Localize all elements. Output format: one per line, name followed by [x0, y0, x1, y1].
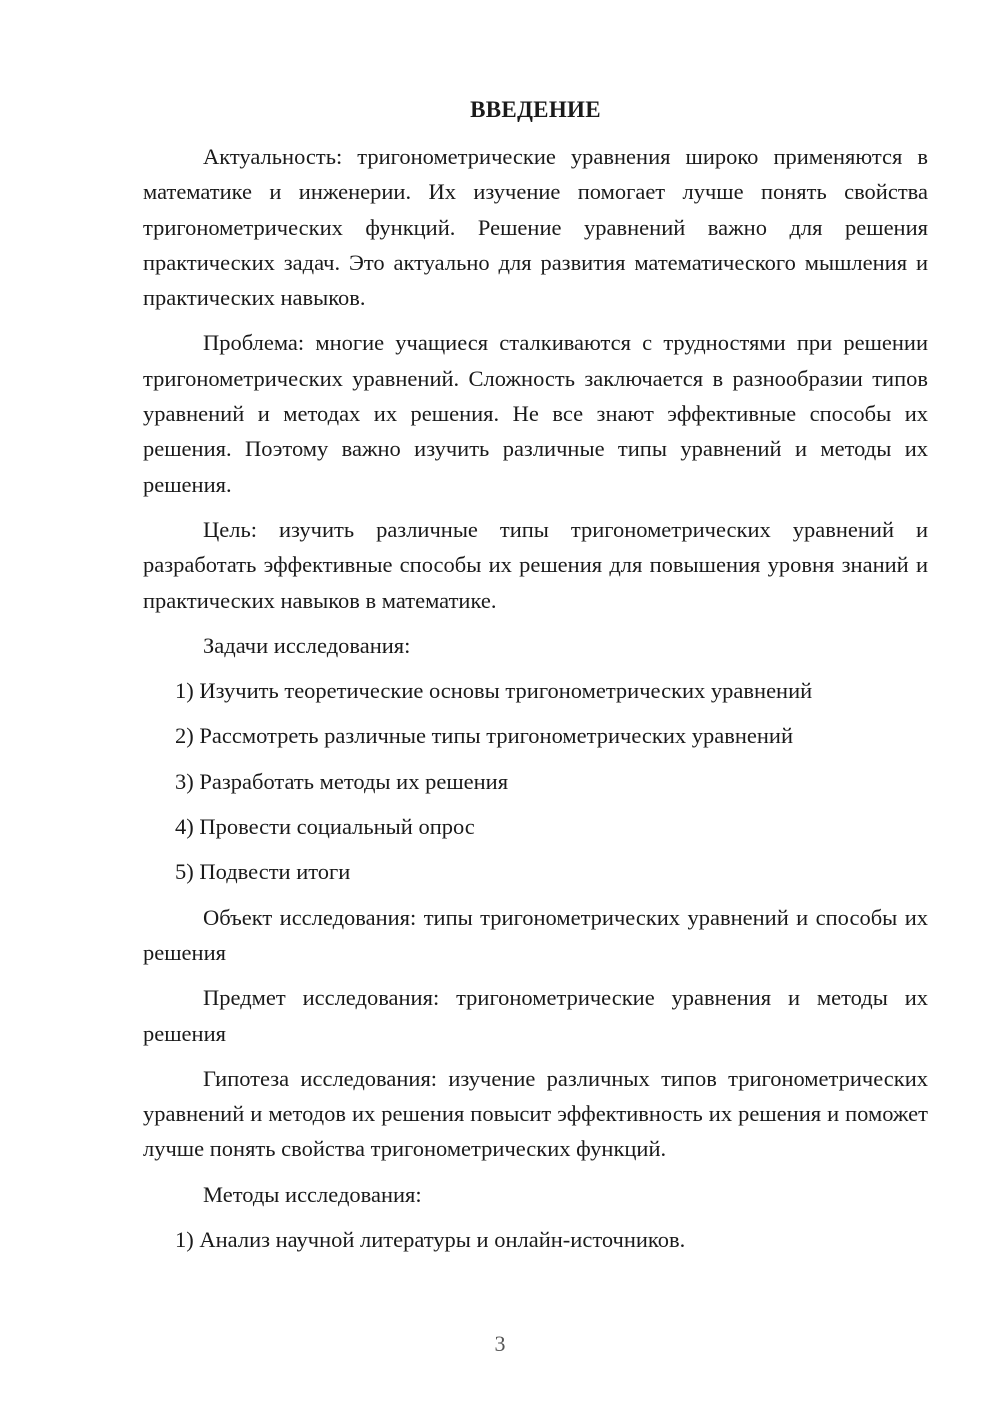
- problem-paragraph: Проблема: многие учащиеся сталкиваются с трудностями при решении тригонометрических уравнений. Сложность заключается в разнообразии типов уравнений и методах их решения. Не все знают эффективные способы их решения. Поэтому важно изучить различные типы уравнений и методы их решения.: [143, 330, 928, 497]
- list-item: 2) Рассмотреть различные типы тригонометрических уравнений: [175, 723, 793, 749]
- list-item: 1) Изучить теоретические основы тригонометрических уравнений: [175, 678, 813, 704]
- methods-heading: Методы исследования:: [203, 1181, 422, 1207]
- list-item: 4) Провести социальный опрос: [175, 814, 475, 840]
- tasks-list: [143, 673, 928, 889]
- subject-paragraph: Предмет исследования: тригонометрические уравнения и методы их решения: [143, 985, 928, 1046]
- list-item: 3) Разработать методы их решения: [175, 768, 509, 794]
- object-paragraph: Объект исследования: типы тригонометрических уравнений и способы их решения: [143, 904, 928, 965]
- goal-paragraph: Цель: изучить различные типы тригонометрических уравнений и разработать эффективные способы их решения для повышения уровня знаний и практических навыков в математике.: [143, 516, 928, 613]
- page-number: 3: [494, 1331, 506, 1356]
- document-page: [143, 93, 928, 1267]
- list-item: 1) Анализ научной литературы и онлайн-источников.: [175, 1227, 686, 1253]
- tasks-heading: Задачи исследования:: [203, 632, 411, 658]
- hypothesis-paragraph: Гипотеза исследования: изучение различных типов тригонометрических уравнений и методов их решения повысит эффективность их решения и поможет лучше понять свойства тригонометрических функций.: [143, 1065, 928, 1162]
- list-item: 5) Подвести итоги: [175, 859, 351, 885]
- relevance-paragraph: Актуальность: тригонометрические уравнения широко применяются в математике и инженерии. Их изучение помогает лучше понять свойства тригонометрических функций. Решение уравнений важно для решения практических задач. Это актуально для развития математического мышления и практических навыков.: [143, 144, 928, 311]
- methods-list: [143, 1222, 928, 1257]
- page-title: ВВЕДЕНИЕ: [470, 97, 601, 122]
